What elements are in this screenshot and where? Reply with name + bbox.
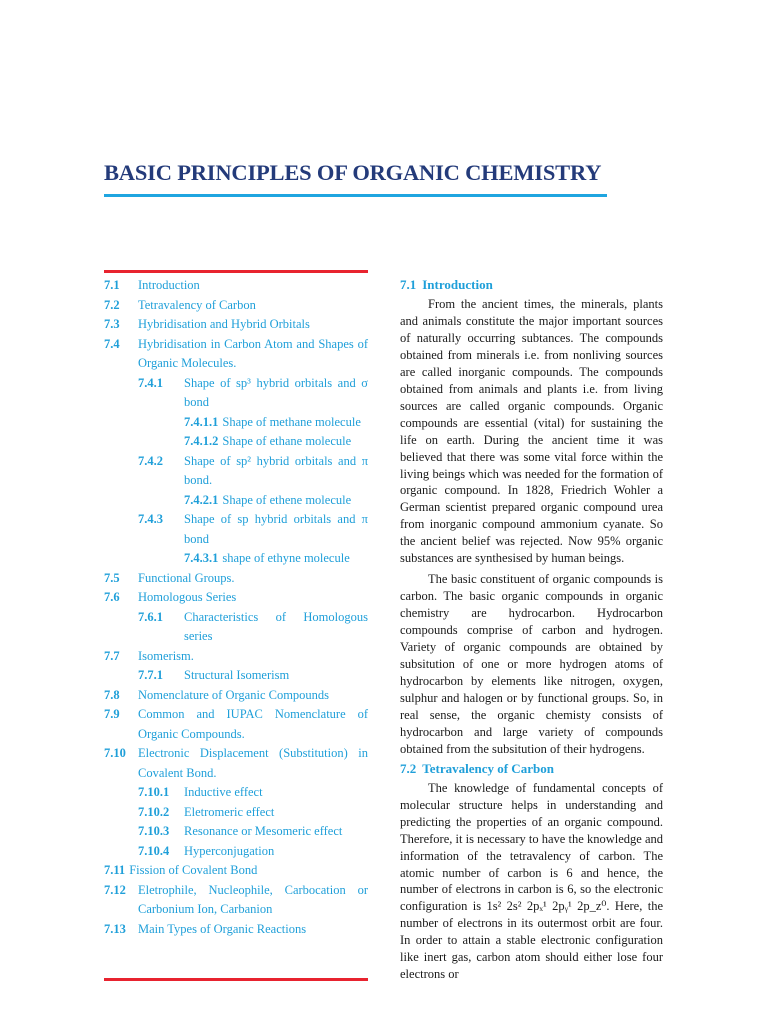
toc-item[interactable] (104, 744, 368, 783)
toc-item-label: Characteristics of Homologous series (184, 609, 368, 643)
toc-item-label: Hyperconjugation (184, 843, 275, 858)
toc-item-number: 7.2 (104, 297, 120, 312)
page-title: BASIC PRINCIPLES OF ORGANIC CHEMISTRY (104, 160, 602, 185)
toc-item[interactable] (104, 666, 368, 686)
toc-item[interactable] (104, 705, 368, 744)
toc-item[interactable] (104, 842, 368, 862)
toc-item-label: Hybridisation in Carbon Atom and Shapes of Organic Molecules. (138, 336, 368, 370)
toc-item-label: Tetravalency of Carbon (138, 297, 256, 312)
toc-item-label: Shape of sp³ hybrid orbitals and σ bond (184, 375, 368, 409)
toc-item-label: Nomenclature of Organic Compounds (138, 687, 330, 702)
toc-item-number: 7.6 (104, 590, 120, 604)
toc-item-label: shape of ethyne molecule (222, 551, 350, 565)
toc-item-number: 7.10 (104, 746, 126, 760)
toc-item-label: Fission of Covalent Bond (129, 863, 258, 877)
toc-item[interactable] (104, 510, 368, 549)
toc-item-number: 7.10.2 (138, 804, 170, 819)
section-title: Introduction (422, 277, 493, 292)
toc-item-number: 7.12 (104, 882, 126, 897)
toc-item[interactable] (104, 822, 368, 842)
toc-item[interactable] (104, 491, 368, 511)
toc-item[interactable] (104, 881, 368, 920)
toc-item-number: 7.11 (104, 863, 126, 877)
toc-item-label: Shape of ethane molecule (222, 434, 352, 448)
toc-item[interactable] (104, 296, 368, 316)
toc-item[interactable] (104, 276, 368, 296)
section-heading-introduction (400, 276, 663, 294)
title-underline (104, 194, 607, 197)
toc-item-number: 7.4.2.1 (184, 492, 219, 507)
toc-item[interactable] (104, 335, 368, 374)
toc-item-number: 7.5 (104, 570, 120, 585)
toc-item[interactable] (104, 920, 368, 940)
toc-item-number: 7.7.1 (138, 668, 163, 682)
section-number: 7.1 (400, 277, 417, 292)
toc-item[interactable] (104, 549, 368, 569)
toc-item[interactable] (104, 608, 368, 647)
toc-item-number: 7.4.1.2 (184, 434, 219, 448)
toc-item-number: 7.4.1 (138, 375, 163, 390)
toc-item-number: 7.4.3.1 (184, 551, 219, 565)
toc-item[interactable] (104, 569, 368, 589)
toc-top-rule (104, 270, 368, 273)
toc-item[interactable] (104, 861, 368, 881)
toc-item-number: 7.7 (104, 648, 120, 663)
toc-item[interactable] (104, 315, 368, 335)
toc-item-label: Eletrophile, Nucleophile, Carbocation or Carbonium Ion, Carbanion (138, 882, 368, 916)
toc-item[interactable] (104, 432, 368, 452)
toc-item-number: 7.4.2 (138, 453, 163, 468)
toc-item[interactable] (104, 803, 368, 823)
toc-item-label: Homologous Series (138, 590, 237, 604)
paragraph: The basic constituent of organic compounds is carbon. The basic organic compounds in organic chemistry are hydrocarbon. Hydrocarbon compounds comprise of carbon and hydrogen. Variety of organic compounds are obtained by subsitution of one or more hydrogen atoms of hydrocarbon by elements like nitrogen, oxygen, sulphur and halogen or by functional groups. So, in real sense, the organic chemisty consists of hydrocarbon and large variety of compounds obtained from the subsitution of their hydrogens. (400, 572, 663, 756)
toc-item-label: Electronic Displacement (Substitution) in Covalent Bond. (138, 746, 368, 780)
section-heading-tetravalency (400, 760, 663, 778)
toc-item-label: Shape of sp² hybrid orbitals and π bond. (184, 453, 368, 487)
toc-item[interactable] (104, 686, 368, 706)
paragraph: The knowledge of fundamental concepts of molecular structure helps in understanding and predicting the properties of an organic compound. Therefore, it is necessary to have the knowledge and information of the tetravalency of carbon. The atomic number of carbon is 6 and hence, the number of electrons in carbon is 6, so the electronic configuration is 1s² 2s² 2pₓ¹ 2pᵧ¹ 2p_z⁰. Here, the number of electrons in its outermost orbit are four. In order to attain a stable electronic configuration like inert gas, carbon atom should either lose four electrons or (400, 780, 663, 982)
toc-item-label: Inductive effect (184, 785, 263, 799)
toc-bottom-rule (104, 978, 368, 981)
toc-item-label: Eletromeric effect (184, 804, 275, 819)
toc-item-label: Resonance or Mesomeric effect (184, 824, 343, 838)
toc-item[interactable] (104, 452, 368, 491)
toc-item-label: Hybridisation and Hybrid Orbitals (138, 317, 310, 331)
toc-item[interactable] (104, 413, 368, 433)
toc-item-label: Shape of methane molecule (222, 414, 361, 429)
section-number: 7.2 (400, 760, 417, 776)
toc-item-label: Functional Groups. (138, 570, 235, 585)
toc-item[interactable] (104, 588, 368, 608)
toc-item[interactable] (104, 783, 368, 803)
paragraph: From the ancient times, the minerals, plants and animals constitute the major important sources of naturally occurring subtances. The compounds obtained from minerals i.e. from nonliving sources are called inorganic compounds. The compounds obtained from animals and plants i.e. from living sources are called organic compounds. Organic compounds are essential (vital) for sustaining the life on earth. During the ancient time it was believed that there was some vital force within the living beings which was needed for the formation of organic compound. In 1828, Friedrich Wohler a German scientist prepared organic compound urea from inorganic compound ammonium cyanate. So the ancient belief was rejected. Now 95% organic substances are synthesised by human beings. (400, 297, 663, 566)
toc-item-label: Common and IUPAC Nomenclature of Organic Compounds. (138, 707, 368, 741)
body-column (400, 276, 663, 983)
toc-item-number: 7.4.1.1 (184, 414, 219, 429)
table-of-contents (104, 276, 368, 939)
toc-item-number: 7.1 (104, 278, 120, 292)
toc-item-label: Shape of sp hybrid orbitals and π bond (184, 512, 368, 546)
toc-item[interactable] (104, 374, 368, 413)
toc-item-label: Shape of ethene molecule (222, 492, 352, 507)
section-title: Tetravalency of Carbon (422, 760, 554, 776)
toc-item-label: Structural Isomerism (184, 668, 290, 682)
toc-item-number: 7.10.3 (138, 824, 170, 838)
toc-item-number: 7.4 (104, 336, 120, 351)
toc-item-label: Main Types of Organic Reactions (138, 921, 307, 936)
toc-item-number: 7.10.4 (138, 843, 170, 858)
toc-item-label: Isomerism. (138, 648, 194, 663)
toc-item-number: 7.6.1 (138, 609, 163, 624)
toc-item-number: 7.3 (104, 317, 120, 331)
toc-item-number: 7.13 (104, 921, 126, 936)
toc-item-number: 7.9 (104, 707, 120, 721)
toc-item-number: 7.4.3 (138, 512, 163, 526)
toc-item-number: 7.10.1 (138, 785, 170, 799)
toc-item[interactable] (104, 647, 368, 667)
toc-item-label: Introduction (138, 278, 200, 292)
toc-item-number: 7.8 (104, 687, 120, 702)
